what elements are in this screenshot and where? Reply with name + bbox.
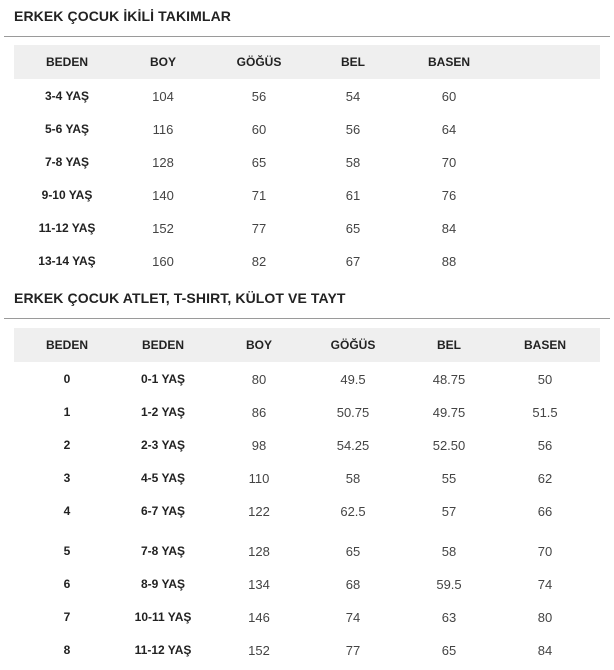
table2-header-cell: GÖĞÜS bbox=[330, 338, 376, 352]
table2-header-cell: BEDEN bbox=[141, 338, 185, 352]
table1-cell: 76 bbox=[441, 188, 457, 203]
table2-cell: 50.75 bbox=[336, 405, 370, 420]
table2-cell: 56 bbox=[537, 438, 553, 453]
table2-header-cell: BASEN bbox=[523, 338, 567, 352]
table1-cell: 60 bbox=[441, 89, 457, 104]
table1-cell: 116 bbox=[152, 122, 174, 137]
table1-divider bbox=[4, 36, 610, 37]
table2-cell: 8-9 YAŞ bbox=[140, 577, 186, 591]
table1-cell: 84 bbox=[441, 221, 457, 236]
table2-cell: 98 bbox=[251, 438, 267, 453]
table2-cell: 8 bbox=[63, 643, 71, 657]
table1-cell: 5-6 YAŞ bbox=[44, 122, 90, 136]
table1-cell: 152 bbox=[152, 221, 174, 236]
table2-cell: 55 bbox=[441, 471, 457, 486]
table2-cell: 52.50 bbox=[432, 438, 466, 453]
table1-header-row bbox=[14, 45, 600, 79]
table1-cell: 56 bbox=[251, 89, 267, 104]
table2-cell: 4-5 YAŞ bbox=[140, 471, 186, 485]
table2-cell: 74 bbox=[345, 610, 361, 625]
table2-cell: 110 bbox=[248, 471, 270, 486]
table2-cell: 2 bbox=[63, 438, 71, 452]
table2-cell: 0 bbox=[63, 372, 71, 386]
table1-cell: 65 bbox=[251, 155, 267, 170]
table2-cell: 134 bbox=[248, 577, 270, 592]
table2-cell: 70 bbox=[537, 544, 553, 559]
table1-cell: 104 bbox=[152, 89, 174, 104]
table1-cell: 140 bbox=[152, 188, 174, 203]
table1-cell: 56 bbox=[345, 122, 361, 137]
table1-cell: 88 bbox=[441, 254, 457, 269]
table2-cell: 66 bbox=[537, 504, 553, 519]
table2-cell: 4 bbox=[63, 504, 71, 518]
table2-cell: 50 bbox=[537, 372, 553, 387]
table1-header-cell: BEL bbox=[341, 55, 365, 69]
table2-cell: 65 bbox=[345, 544, 361, 559]
table2-cell: 51.5 bbox=[532, 405, 558, 420]
table2-cell: 152 bbox=[248, 643, 270, 658]
table2-cell: 58 bbox=[345, 471, 361, 486]
table2-cell: 5 bbox=[63, 544, 71, 558]
table1-cell: 160 bbox=[152, 254, 174, 269]
table1-cell: 11-12 YAŞ bbox=[38, 221, 96, 235]
table2-cell: 3 bbox=[63, 471, 71, 485]
table1-cell: 60 bbox=[251, 122, 267, 137]
table1-header-cell: GÖĞÜS bbox=[236, 55, 282, 69]
table1-cell: 9-10 YAŞ bbox=[41, 188, 93, 202]
table2-divider bbox=[4, 318, 610, 319]
table1-cell: 70 bbox=[441, 155, 457, 170]
table1-cell: 67 bbox=[345, 254, 361, 269]
table2-cell: 63 bbox=[441, 610, 457, 625]
table2-cell: 6 bbox=[63, 577, 71, 591]
table2-cell: 80 bbox=[251, 372, 267, 387]
table2-cell: 74 bbox=[537, 577, 553, 592]
table2-cell: 54.25 bbox=[336, 438, 370, 453]
table2-cell: 10-11 YAŞ bbox=[134, 610, 192, 624]
table2-cell: 7 bbox=[63, 610, 71, 624]
table2-cell: 146 bbox=[248, 610, 270, 625]
table2-cell: 11-12 YAŞ bbox=[134, 643, 192, 657]
table2-cell: 86 bbox=[251, 405, 267, 420]
table1-cell: 61 bbox=[345, 188, 361, 203]
table2-cell: 59.5 bbox=[436, 577, 462, 592]
table1-title: ERKEK ÇOCUK İKİLİ TAKIMLAR bbox=[14, 8, 231, 24]
table1-cell: 54 bbox=[345, 89, 361, 104]
table1-header-cell: BEDEN bbox=[45, 55, 89, 69]
table2-header-row bbox=[14, 328, 600, 362]
table2-cell: 80 bbox=[537, 610, 553, 625]
table2-cell: 2-3 YAŞ bbox=[140, 438, 186, 452]
table1-cell: 71 bbox=[251, 188, 267, 203]
table2-cell: 0-1 YAŞ bbox=[140, 372, 186, 386]
table1-cell: 58 bbox=[345, 155, 361, 170]
table2-header-cell: BEL bbox=[437, 338, 461, 352]
table1-cell: 65 bbox=[345, 221, 361, 236]
table2-cell: 6-7 YAŞ bbox=[140, 504, 186, 518]
table1-cell: 64 bbox=[441, 122, 457, 137]
table2-cell: 128 bbox=[248, 544, 270, 559]
table1-cell: 77 bbox=[251, 221, 267, 236]
table2-cell: 48.75 bbox=[432, 372, 466, 387]
table2-header-cell: BEDEN bbox=[45, 338, 89, 352]
table2-cell: 62 bbox=[537, 471, 553, 486]
table1-cell: 128 bbox=[152, 155, 174, 170]
table1-header-cell: BASEN bbox=[427, 55, 471, 69]
table2-cell: 68 bbox=[345, 577, 361, 592]
table1-cell: 3-4 YAŞ bbox=[44, 89, 90, 103]
table2-cell: 62.5 bbox=[340, 504, 366, 519]
table2-cell: 84 bbox=[537, 643, 553, 658]
table2-cell: 1 bbox=[63, 405, 71, 419]
table2-cell: 57 bbox=[441, 504, 457, 519]
table2-cell: 122 bbox=[248, 504, 270, 519]
table2-header-cell: BOY bbox=[245, 338, 273, 352]
table1-cell: 7-8 YAŞ bbox=[44, 155, 90, 169]
table2-title: ERKEK ÇOCUK ATLET, T-SHIRT, KÜLOT VE TAYT bbox=[14, 290, 346, 306]
table1-cell: 13-14 YAŞ bbox=[38, 254, 96, 268]
table1-cell: 82 bbox=[251, 254, 267, 269]
table2-cell: 49.75 bbox=[432, 405, 466, 420]
table2-cell: 7-8 YAŞ bbox=[140, 544, 186, 558]
table2-cell: 58 bbox=[441, 544, 457, 559]
table2-cell: 49.5 bbox=[340, 372, 366, 387]
table2-cell: 77 bbox=[345, 643, 361, 658]
table1-header-cell: BOY bbox=[149, 55, 177, 69]
table2-cell: 1-2 YAŞ bbox=[140, 405, 186, 419]
table2-cell: 65 bbox=[441, 643, 457, 658]
